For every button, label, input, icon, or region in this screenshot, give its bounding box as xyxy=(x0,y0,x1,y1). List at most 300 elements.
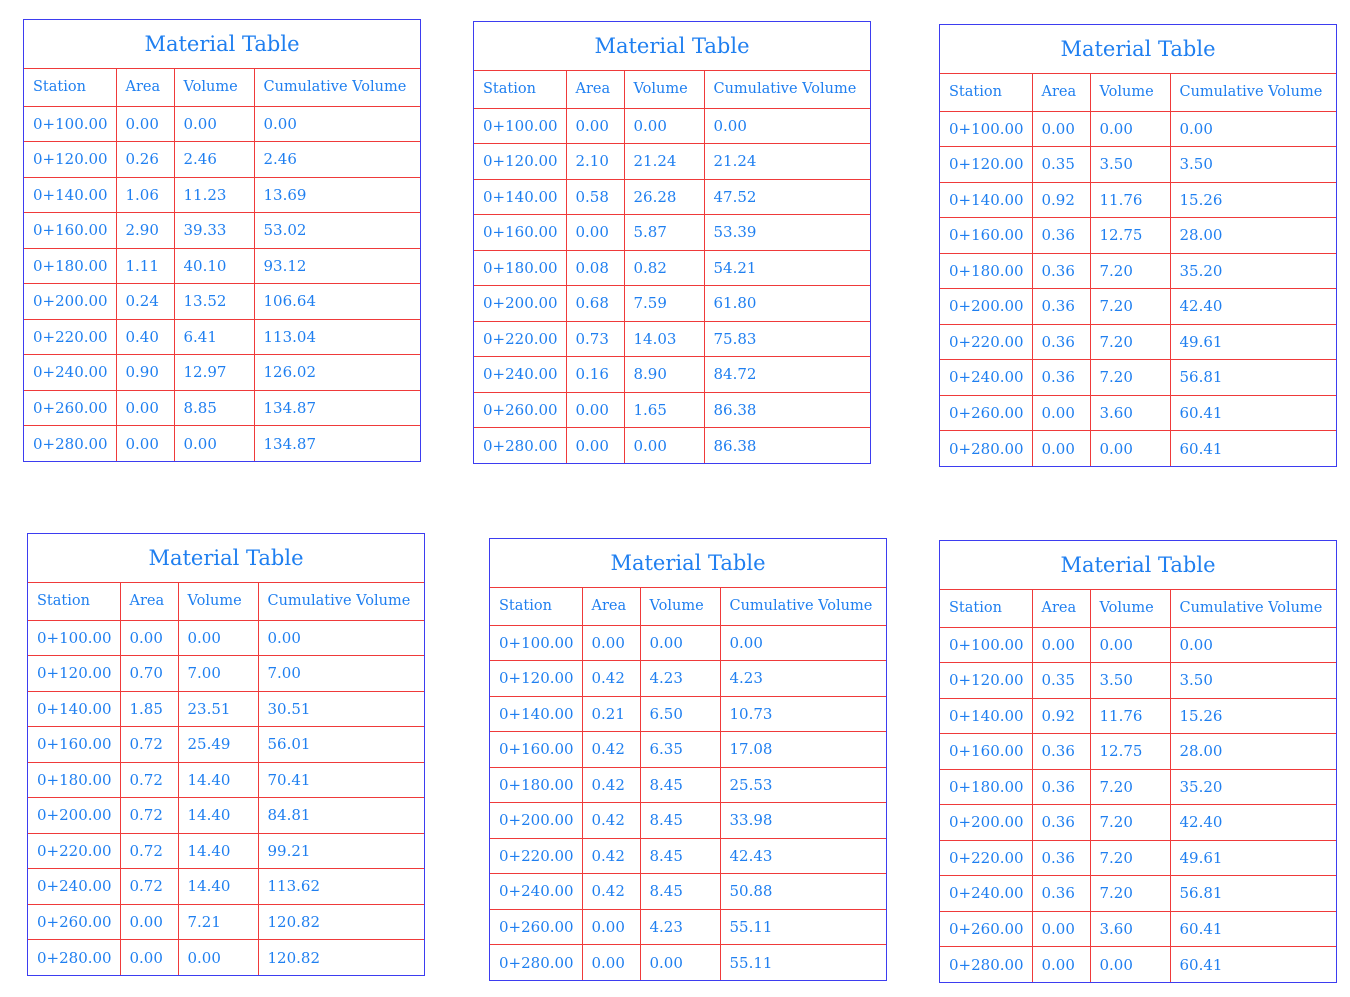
cumulative-volume-cell: 0.00 xyxy=(720,625,886,661)
area-cell: 0.42 xyxy=(582,732,640,768)
volume-cell: 7.20 xyxy=(1090,360,1170,396)
area-cell: 0.16 xyxy=(566,357,624,393)
volume-cell: 7.20 xyxy=(1090,324,1170,360)
area-cell: 0.42 xyxy=(582,661,640,697)
volume-cell: 0.00 xyxy=(1090,627,1170,663)
table-row xyxy=(490,838,886,874)
station-cell: 0+220.00 xyxy=(474,321,566,357)
volume-cell: 8.45 xyxy=(640,803,720,839)
station-cell: 0+280.00 xyxy=(474,428,566,464)
area-cell: 0.58 xyxy=(566,179,624,215)
table-grid xyxy=(490,588,886,980)
volume-header: Volume xyxy=(1090,590,1170,627)
cumulative-volume-cell: 56.81 xyxy=(1170,876,1336,912)
station-cell: 0+120.00 xyxy=(24,142,116,178)
cumulative-volume-cell: 84.81 xyxy=(258,798,424,834)
volume-cell: 0.00 xyxy=(1090,947,1170,983)
cumulative-volume-cell: 28.00 xyxy=(1170,218,1336,254)
volume-cell: 26.28 xyxy=(624,179,704,215)
area-header: Area xyxy=(120,583,178,620)
area-header: Area xyxy=(1032,74,1090,111)
cumulative-volume-cell: 3.50 xyxy=(1170,663,1336,699)
volume-cell: 7.20 xyxy=(1090,289,1170,325)
table-row xyxy=(28,798,424,834)
table-row xyxy=(940,840,1336,876)
station-cell: 0+160.00 xyxy=(24,213,116,249)
cumulative-volume-cell: 126.02 xyxy=(254,355,420,391)
table-row xyxy=(474,250,870,286)
station-cell: 0+240.00 xyxy=(940,876,1032,912)
cumulative-volume-cell: 53.02 xyxy=(254,213,420,249)
volume-cell: 2.46 xyxy=(174,142,254,178)
table-title: Material Table xyxy=(24,20,420,69)
table-row xyxy=(940,182,1336,218)
volume-cell: 14.40 xyxy=(178,869,258,905)
cumulative-volume-cell: 113.04 xyxy=(254,319,420,355)
volume-cell: 6.50 xyxy=(640,696,720,732)
area-cell: 0.00 xyxy=(116,106,174,142)
material-table-3 xyxy=(939,24,1337,467)
area-header: Area xyxy=(116,69,174,106)
volume-cell: 7.20 xyxy=(1090,876,1170,912)
volume-cell: 7.00 xyxy=(178,656,258,692)
area-cell: 0.00 xyxy=(1032,111,1090,147)
station-cell: 0+200.00 xyxy=(490,803,582,839)
station-cell: 0+240.00 xyxy=(474,357,566,393)
station-cell: 0+140.00 xyxy=(940,182,1032,218)
volume-cell: 12.97 xyxy=(174,355,254,391)
area-cell: 0.72 xyxy=(120,869,178,905)
cumulative-volume-header: Cumulative Volume xyxy=(1170,74,1336,111)
material-table-2 xyxy=(473,21,871,464)
volume-cell: 12.75 xyxy=(1090,218,1170,254)
table-row xyxy=(24,248,420,284)
area-cell: 0.40 xyxy=(116,319,174,355)
table-row xyxy=(490,696,886,732)
volume-cell: 4.23 xyxy=(640,909,720,945)
station-header: Station xyxy=(28,583,120,620)
area-cell: 0.26 xyxy=(116,142,174,178)
station-cell: 0+260.00 xyxy=(490,909,582,945)
table-row xyxy=(28,940,424,976)
area-cell: 0.36 xyxy=(1032,876,1090,912)
area-cell: 0.00 xyxy=(120,940,178,976)
cumulative-volume-cell: 15.26 xyxy=(1170,698,1336,734)
volume-cell: 25.49 xyxy=(178,727,258,763)
table-row xyxy=(474,357,870,393)
area-cell: 0.36 xyxy=(1032,805,1090,841)
table-row xyxy=(940,324,1336,360)
cumulative-volume-cell: 13.69 xyxy=(254,177,420,213)
station-cell: 0+220.00 xyxy=(24,319,116,355)
table-row xyxy=(490,874,886,910)
area-cell: 0.36 xyxy=(1032,289,1090,325)
station-cell: 0+200.00 xyxy=(940,805,1032,841)
header-row xyxy=(490,588,886,625)
cumulative-volume-header: Cumulative Volume xyxy=(1170,590,1336,627)
volume-cell: 8.90 xyxy=(624,357,704,393)
table-row xyxy=(490,803,886,839)
volume-cell: 11.23 xyxy=(174,177,254,213)
cumulative-volume-cell: 84.72 xyxy=(704,357,870,393)
station-cell: 0+220.00 xyxy=(940,324,1032,360)
table-row xyxy=(490,909,886,945)
table-row xyxy=(940,663,1336,699)
cumulative-volume-cell: 3.50 xyxy=(1170,147,1336,183)
volume-cell: 4.23 xyxy=(640,661,720,697)
area-cell: 0.72 xyxy=(120,798,178,834)
cumulative-volume-cell: 86.38 xyxy=(704,392,870,428)
area-cell: 0.36 xyxy=(1032,218,1090,254)
area-cell: 2.10 xyxy=(566,144,624,180)
cumulative-volume-cell: 0.00 xyxy=(254,106,420,142)
table-title: Material Table xyxy=(490,539,886,588)
area-header: Area xyxy=(566,71,624,108)
volume-cell: 3.60 xyxy=(1090,911,1170,947)
area-cell: 0.00 xyxy=(566,215,624,251)
area-cell: 0.68 xyxy=(566,286,624,322)
area-cell: 0.00 xyxy=(566,428,624,464)
table-row xyxy=(24,142,420,178)
station-cell: 0+180.00 xyxy=(940,769,1032,805)
table-row xyxy=(24,106,420,142)
station-cell: 0+120.00 xyxy=(490,661,582,697)
area-cell: 0.00 xyxy=(1032,911,1090,947)
cumulative-volume-cell: 7.00 xyxy=(258,656,424,692)
volume-cell: 13.52 xyxy=(174,284,254,320)
station-cell: 0+200.00 xyxy=(28,798,120,834)
station-cell: 0+240.00 xyxy=(940,360,1032,396)
volume-cell: 7.20 xyxy=(1090,805,1170,841)
station-cell: 0+160.00 xyxy=(28,727,120,763)
table-row xyxy=(490,767,886,803)
volume-cell: 39.33 xyxy=(174,213,254,249)
area-cell: 0.00 xyxy=(582,945,640,981)
table-row xyxy=(24,213,420,249)
volume-cell: 14.40 xyxy=(178,762,258,798)
cumulative-volume-cell: 10.73 xyxy=(720,696,886,732)
station-cell: 0+120.00 xyxy=(940,663,1032,699)
area-cell: 0.42 xyxy=(582,838,640,874)
cumulative-volume-cell: 93.12 xyxy=(254,248,420,284)
station-header: Station xyxy=(940,590,1032,627)
station-cell: 0+100.00 xyxy=(940,627,1032,663)
station-cell: 0+140.00 xyxy=(24,177,116,213)
cumulative-volume-cell: 60.41 xyxy=(1170,911,1336,947)
cumulative-volume-cell: 30.51 xyxy=(258,691,424,727)
area-cell: 0.70 xyxy=(120,656,178,692)
table-row xyxy=(28,869,424,905)
volume-cell: 14.40 xyxy=(178,833,258,869)
station-cell: 0+240.00 xyxy=(24,355,116,391)
volume-cell: 6.35 xyxy=(640,732,720,768)
header-row xyxy=(24,69,420,106)
volume-header: Volume xyxy=(624,71,704,108)
station-cell: 0+180.00 xyxy=(474,250,566,286)
station-cell: 0+100.00 xyxy=(24,106,116,142)
cumulative-volume-cell: 35.20 xyxy=(1170,769,1336,805)
volume-cell: 3.60 xyxy=(1090,395,1170,431)
header-row xyxy=(474,71,870,108)
cumulative-volume-cell: 4.23 xyxy=(720,661,886,697)
area-cell: 0.36 xyxy=(1032,769,1090,805)
area-header: Area xyxy=(582,588,640,625)
volume-header: Volume xyxy=(174,69,254,106)
table-row xyxy=(490,732,886,768)
cumulative-volume-cell: 56.01 xyxy=(258,727,424,763)
cumulative-volume-header: Cumulative Volume xyxy=(720,588,886,625)
table-row xyxy=(940,769,1336,805)
table-row xyxy=(474,392,870,428)
station-cell: 0+160.00 xyxy=(940,218,1032,254)
table-row xyxy=(940,289,1336,325)
area-cell: 0.42 xyxy=(582,803,640,839)
table-row xyxy=(940,431,1336,467)
area-cell: 0.36 xyxy=(1032,840,1090,876)
table-row xyxy=(474,144,870,180)
table-row xyxy=(28,620,424,656)
station-cell: 0+140.00 xyxy=(28,691,120,727)
table-grid xyxy=(940,74,1336,466)
volume-header: Volume xyxy=(178,583,258,620)
cumulative-volume-header: Cumulative Volume xyxy=(258,583,424,620)
cumulative-volume-cell: 21.24 xyxy=(704,144,870,180)
material-table-6 xyxy=(939,540,1337,983)
header-row xyxy=(940,74,1336,111)
cumulative-volume-cell: 28.00 xyxy=(1170,734,1336,770)
table-row xyxy=(24,426,420,462)
station-cell: 0+160.00 xyxy=(940,734,1032,770)
volume-cell: 8.45 xyxy=(640,874,720,910)
station-cell: 0+100.00 xyxy=(490,625,582,661)
area-cell: 0.00 xyxy=(1032,627,1090,663)
cumulative-volume-cell: 86.38 xyxy=(713,436,757,455)
area-cell: 0.72 xyxy=(120,727,178,763)
table-row xyxy=(474,108,870,144)
cumulative-volume-cell: 99.21 xyxy=(258,833,424,869)
station-cell: 0+200.00 xyxy=(940,289,1032,325)
volume-cell: 8.85 xyxy=(174,390,254,426)
table-row xyxy=(474,179,870,215)
cumulative-volume-cell: 50.88 xyxy=(720,874,886,910)
volume-cell: 14.40 xyxy=(178,798,258,834)
volume-cell: 0.00 xyxy=(174,106,254,142)
material-table-5 xyxy=(489,538,887,981)
station-cell: 0+120.00 xyxy=(474,144,566,180)
cumulative-volume-cell: 47.52 xyxy=(704,179,870,215)
material-table-4 xyxy=(27,533,425,976)
area-cell: 2.90 xyxy=(116,213,174,249)
table-row xyxy=(940,805,1336,841)
volume-cell: 0.82 xyxy=(624,250,704,286)
area-cell: 0.90 xyxy=(116,355,174,391)
table-row xyxy=(24,319,420,355)
station-cell: 0+140.00 xyxy=(474,179,566,215)
cumulative-volume-cell: 49.61 xyxy=(1170,324,1336,360)
table-row xyxy=(28,656,424,692)
cumulative-volume-cell: 55.11 xyxy=(729,953,773,972)
volume-cell: 0.00 xyxy=(624,428,704,464)
area-cell: 0.00 xyxy=(582,625,640,661)
station-cell: 0+140.00 xyxy=(940,698,1032,734)
cumulative-volume-cell: 75.83 xyxy=(704,321,870,357)
material-table-1 xyxy=(23,19,421,462)
area-cell: 0.42 xyxy=(582,767,640,803)
volume-cell: 40.10 xyxy=(174,248,254,284)
area-cell: 0.36 xyxy=(1032,324,1090,360)
station-cell: 0+120.00 xyxy=(28,656,120,692)
station-cell: 0+160.00 xyxy=(474,215,566,251)
area-cell: 0.36 xyxy=(1032,360,1090,396)
area-cell: 0.00 xyxy=(1032,395,1090,431)
cumulative-volume-cell: 33.98 xyxy=(720,803,886,839)
table-row xyxy=(28,833,424,869)
table-row xyxy=(24,355,420,391)
table-title: Material Table xyxy=(28,534,424,583)
volume-cell: 0.00 xyxy=(174,426,254,462)
area-cell: 0.92 xyxy=(1032,698,1090,734)
cumulative-volume-cell: 35.20 xyxy=(1170,253,1336,289)
station-cell: 0+220.00 xyxy=(940,840,1032,876)
cumulative-volume-cell: 49.61 xyxy=(1170,840,1336,876)
table-row xyxy=(474,286,870,322)
volume-cell: 0.00 xyxy=(624,108,704,144)
volume-header: Volume xyxy=(1090,74,1170,111)
table-row xyxy=(940,734,1336,770)
area-cell: 0.00 xyxy=(582,909,640,945)
table-row xyxy=(940,698,1336,734)
table-row xyxy=(940,253,1336,289)
volume-cell: 7.59 xyxy=(624,286,704,322)
cumulative-volume-cell: 60.41 xyxy=(1179,439,1223,458)
volume-cell: 1.65 xyxy=(624,392,704,428)
station-cell: 0+280.00 xyxy=(940,947,1032,983)
table-row xyxy=(474,215,870,251)
table-row xyxy=(940,395,1336,431)
table-grid xyxy=(474,71,870,463)
volume-cell: 7.21 xyxy=(178,904,258,940)
table-grid xyxy=(24,69,420,461)
cumulative-volume-cell: 120.82 xyxy=(267,948,320,967)
station-cell: 0+260.00 xyxy=(940,911,1032,947)
table-row xyxy=(28,691,424,727)
table-grid xyxy=(940,590,1336,982)
area-cell: 0.00 xyxy=(120,620,178,656)
cumulative-volume-cell: 54.21 xyxy=(704,250,870,286)
table-row xyxy=(940,876,1336,912)
area-cell: 0.36 xyxy=(1032,734,1090,770)
station-header: Station xyxy=(24,69,116,106)
station-cell: 0+280.00 xyxy=(490,945,582,981)
station-cell: 0+260.00 xyxy=(940,395,1032,431)
cumulative-volume-cell: 134.87 xyxy=(263,434,316,453)
table-row xyxy=(940,911,1336,947)
volume-cell: 21.24 xyxy=(624,144,704,180)
cumulative-volume-cell: 17.08 xyxy=(720,732,886,768)
volume-cell: 14.03 xyxy=(624,321,704,357)
area-cell: 0.00 xyxy=(120,904,178,940)
table-grid xyxy=(28,583,424,975)
cumulative-volume-cell: 61.80 xyxy=(704,286,870,322)
area-cell: 0.72 xyxy=(120,762,178,798)
cumulative-volume-cell: 60.41 xyxy=(1170,395,1336,431)
station-cell: 0+280.00 xyxy=(28,940,120,976)
cumulative-volume-cell: 15.26 xyxy=(1170,182,1336,218)
table-title: Material Table xyxy=(940,541,1336,590)
station-cell: 0+200.00 xyxy=(474,286,566,322)
table-row xyxy=(474,428,870,464)
volume-cell: 3.50 xyxy=(1090,663,1170,699)
area-cell: 0.21 xyxy=(582,696,640,732)
cumulative-volume-cell: 113.62 xyxy=(258,869,424,905)
cumulative-volume-header: Cumulative Volume xyxy=(254,69,420,106)
area-cell: 1.11 xyxy=(116,248,174,284)
table-row xyxy=(490,625,886,661)
area-cell: 0.00 xyxy=(566,392,624,428)
table-row xyxy=(940,947,1336,983)
area-cell: 0.00 xyxy=(566,108,624,144)
volume-cell: 12.75 xyxy=(1090,734,1170,770)
cumulative-volume-cell: 56.81 xyxy=(1170,360,1336,396)
station-cell: 0+240.00 xyxy=(28,869,120,905)
table-row xyxy=(24,390,420,426)
station-cell: 0+260.00 xyxy=(474,392,566,428)
cumulative-volume-cell: 0.00 xyxy=(1170,627,1336,663)
cumulative-volume-cell: 0.00 xyxy=(1170,111,1336,147)
station-cell: 0+140.00 xyxy=(490,696,582,732)
station-cell: 0+240.00 xyxy=(490,874,582,910)
volume-cell: 11.76 xyxy=(1090,698,1170,734)
area-cell: 0.00 xyxy=(1032,431,1090,467)
volume-cell: 7.20 xyxy=(1090,840,1170,876)
volume-cell: 7.20 xyxy=(1090,769,1170,805)
station-cell: 0+280.00 xyxy=(24,426,116,462)
cumulative-volume-cell: 55.11 xyxy=(720,909,886,945)
cumulative-volume-cell: 0.00 xyxy=(704,108,870,144)
cumulative-volume-cell: 42.40 xyxy=(1170,805,1336,841)
area-cell: 0.72 xyxy=(120,833,178,869)
cumulative-volume-cell: 106.64 xyxy=(254,284,420,320)
volume-cell: 11.76 xyxy=(1090,182,1170,218)
area-cell: 1.85 xyxy=(120,691,178,727)
station-cell: 0+100.00 xyxy=(28,620,120,656)
station-cell: 0+180.00 xyxy=(24,248,116,284)
cumulative-volume-cell: 25.53 xyxy=(720,767,886,803)
station-cell: 0+100.00 xyxy=(474,108,566,144)
cumulative-volume-cell: 0.00 xyxy=(258,620,424,656)
area-cell: 0.08 xyxy=(566,250,624,286)
cumulative-volume-header: Cumulative Volume xyxy=(704,71,870,108)
area-cell: 0.35 xyxy=(1032,663,1090,699)
station-cell: 0+260.00 xyxy=(28,904,120,940)
station-cell: 0+220.00 xyxy=(28,833,120,869)
table-row xyxy=(28,904,424,940)
station-header: Station xyxy=(940,74,1032,111)
volume-cell: 0.00 xyxy=(1090,111,1170,147)
volume-cell: 7.20 xyxy=(1090,253,1170,289)
area-cell: 0.73 xyxy=(566,321,624,357)
header-row xyxy=(28,583,424,620)
area-cell: 0.00 xyxy=(1032,947,1090,983)
header-row xyxy=(940,590,1336,627)
table-row xyxy=(940,218,1336,254)
volume-cell: 0.00 xyxy=(640,945,720,981)
cumulative-volume-cell: 134.87 xyxy=(254,390,420,426)
table-row xyxy=(940,360,1336,396)
table-title: Material Table xyxy=(940,25,1336,74)
table-row xyxy=(490,661,886,697)
station-cell: 0+220.00 xyxy=(490,838,582,874)
